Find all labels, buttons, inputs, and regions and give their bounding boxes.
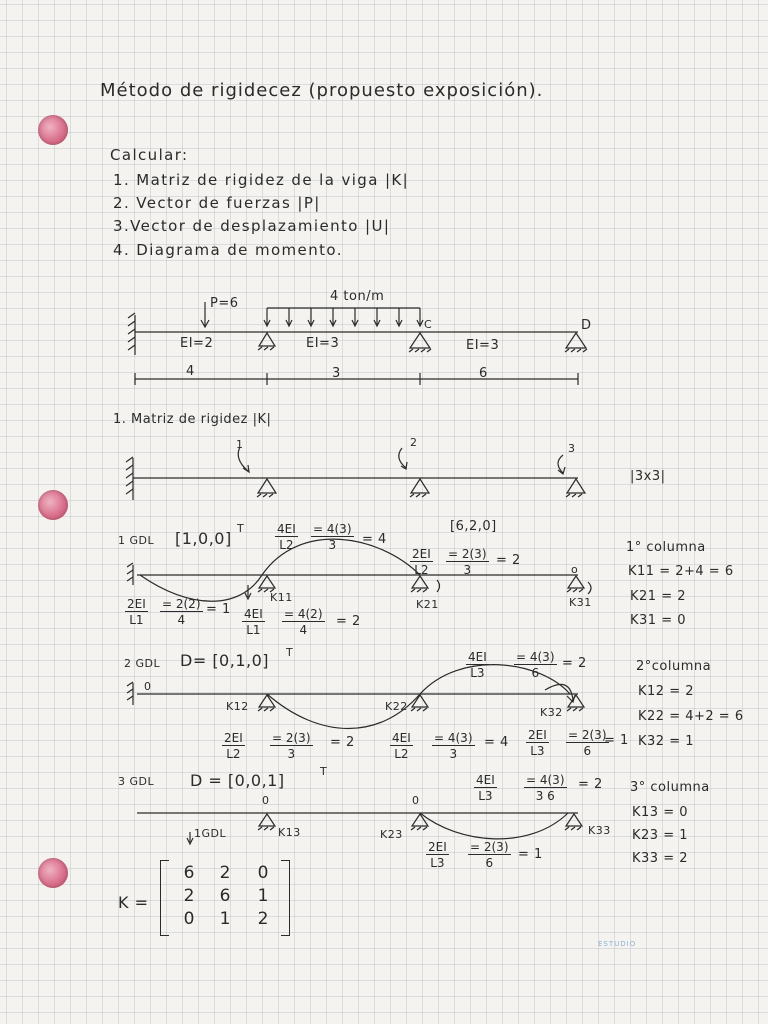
page-title: Método de rigidecez (propuesto exposición). <box>100 80 544 101</box>
stiffness-fraction: $\frac{2EI}{L3}$ <box>528 728 547 758</box>
transpose-mark: T <box>320 765 328 778</box>
span-length: 6 <box>479 366 488 381</box>
stiffness-result: = 1 <box>604 733 629 748</box>
stiffness-fraction: $\frac{4EI}{L2}$ <box>277 522 296 552</box>
matrix-bracket-right <box>281 860 290 936</box>
matrix-bracket-left <box>160 860 169 936</box>
dof-number: 1 <box>236 438 244 451</box>
pin-support <box>566 333 586 348</box>
gdl-label: 2 GDL <box>124 657 161 670</box>
stiffness-fraction: $\frac{= 2(3)}{3}$ <box>272 731 311 761</box>
ei-label: EI=2 <box>180 336 214 351</box>
k-result: K33 = 2 <box>632 851 688 866</box>
dof-number: 2 <box>410 436 418 449</box>
stiffness-fraction: $\frac{2EI}{L1}$ <box>127 597 146 627</box>
matrix-cell: 2 <box>257 909 269 929</box>
column-title: 3° columna <box>630 780 710 795</box>
stiffness-fraction: $\frac{4EI}{L3}$ <box>476 773 495 803</box>
zero-mark: 0 <box>144 680 152 693</box>
distributed-load-label: 4 ton/m <box>330 289 385 304</box>
k-result: K12 = 2 <box>638 684 694 699</box>
stiffness-fraction: $\frac{4EI}{L1}$ <box>244 607 263 637</box>
k-result: K22 = 4+2 = 6 <box>638 709 744 724</box>
stiffness-result: = 2 <box>562 656 587 671</box>
stiffness-result: = 1 <box>206 602 231 617</box>
span-length: 4 <box>186 364 195 379</box>
k-label: K31 <box>569 596 592 609</box>
rotation-arrow <box>399 448 406 468</box>
stiffness-fraction: $\frac{= 2(2)}{4}$ <box>162 597 201 627</box>
matrix-size: |3x3| <box>630 469 666 484</box>
stiffness-result: = 2 <box>496 553 521 568</box>
transpose-mark: T <box>286 646 294 659</box>
column-title: 1° columna <box>626 540 706 555</box>
matrix-label: K = <box>118 893 149 912</box>
k-label: K33 <box>588 824 611 837</box>
stiffness-fraction: $\frac{2EI}{L2}$ <box>412 547 431 577</box>
displacement-vector: D = [0,0,1] <box>190 771 285 790</box>
matrix-cell: 0 <box>257 863 269 883</box>
stiffness-result: = 4 <box>362 532 387 547</box>
stiffness-fraction: $\frac{4EI}{L3}$ <box>468 650 487 680</box>
span-length: 3 <box>332 366 341 381</box>
ei-label: EI=3 <box>466 338 500 353</box>
intro-item: 4. Diagrama de momento. <box>113 241 343 259</box>
stiffness-fraction: $\frac{= 4(3)}{3}$ <box>313 522 352 552</box>
stiffness-result: = 2 <box>336 614 361 629</box>
stiffness-fraction: $\frac{= 2(3)}{6}$ <box>470 840 509 870</box>
k-label: K22 <box>385 700 408 713</box>
gdl3-deflected-shape <box>420 813 568 839</box>
force-vector: [6,2,0] <box>450 519 497 534</box>
stiffness-matrix <box>160 860 290 934</box>
matrix-cell: 1 <box>257 886 269 906</box>
k-result: K31 = 0 <box>630 613 686 628</box>
dof-number: 3 <box>568 442 576 455</box>
column-title: 2°columna <box>636 659 712 674</box>
k-label: K32 <box>540 706 563 719</box>
paper-brand-stamp: ESTUDIO <box>598 940 637 948</box>
k-label: K11 <box>270 591 293 604</box>
k-result: K23 = 1 <box>632 828 688 843</box>
stiffness-fraction: $\frac{= 2(3)}{3}$ <box>448 547 487 577</box>
intro-item: 2. Vector de fuerzas |P| <box>113 194 321 212</box>
k-result: K32 = 1 <box>638 734 694 749</box>
stiffness-fraction: $\frac{4EI}{L2}$ <box>392 731 411 761</box>
support-hatch <box>409 349 431 352</box>
k-label: K12 <box>226 700 249 713</box>
node-c-label: C <box>424 318 433 331</box>
matrix-cell: 2 <box>183 886 195 906</box>
zero-mark: o <box>571 563 579 576</box>
point-load-label: P=6 <box>210 296 239 311</box>
pin-support <box>410 333 430 348</box>
node-d-label: D <box>581 318 592 333</box>
stiffness-result: = 2 <box>578 777 603 792</box>
stiffness-fraction: $\frac{2EI}{L2}$ <box>224 731 243 761</box>
displacement-vector: D= [0,1,0] <box>180 651 270 670</box>
matrix-cell: 0 <box>183 909 195 929</box>
fixed-support-hatch <box>128 313 135 350</box>
stiffness-result: = 1 <box>518 847 543 862</box>
matrix-cell: 1 <box>219 909 231 929</box>
stiffness-fraction: $\frac{= 4(3)}{3 6}$ <box>526 773 565 803</box>
k-label: K23 <box>380 828 403 841</box>
transpose-mark: T <box>237 522 245 535</box>
stiffness-fraction: $\frac{= 4(3)}{6}$ <box>516 650 555 680</box>
matrix-cell: 6 <box>183 863 195 883</box>
stiffness-fraction: $\frac{= 2(3)}{6}$ <box>568 728 607 758</box>
k-result: K13 = 0 <box>632 805 688 820</box>
stiffness-result: = 4 <box>484 735 509 750</box>
matrix-cell: 2 <box>219 863 231 883</box>
gdl-label: 1 GDL <box>118 534 155 547</box>
intro-item: 3.Vector de desplazamiento |U| <box>113 217 391 235</box>
k-result: K21 = 2 <box>630 589 686 604</box>
gdl-note: 1GDL <box>194 827 227 840</box>
displacement-vector: [1,0,0] <box>175 529 232 548</box>
k-label: K13 <box>278 826 301 839</box>
gdl-label: 3 GDL <box>118 775 155 788</box>
section-heading: 1. Matriz de rigidez |K| <box>113 412 272 427</box>
stiffness-fraction: $\frac{2EI}{L3}$ <box>428 840 447 870</box>
zero-mark: 0 <box>412 794 420 807</box>
support-hatch <box>258 347 274 350</box>
intro-item: 1. Matriz de rigidez de la viga |K| <box>113 171 410 189</box>
k-label: K21 <box>416 598 439 611</box>
pin-support <box>259 333 275 346</box>
matrix-cell: 6 <box>219 886 231 906</box>
stiffness-fraction: $\frac{= 4(3)}{3}$ <box>434 731 473 761</box>
stiffness-fraction: $\frac{= 4(2)}{4}$ <box>284 607 323 637</box>
support-hatch <box>565 349 587 352</box>
zero-mark: 0 <box>262 794 270 807</box>
intro-heading: Calcular: <box>110 146 189 164</box>
ei-label: EI=3 <box>306 336 340 351</box>
stiffness-result: = 2 <box>330 735 355 750</box>
k-result: K11 = 2+4 = 6 <box>628 564 734 579</box>
